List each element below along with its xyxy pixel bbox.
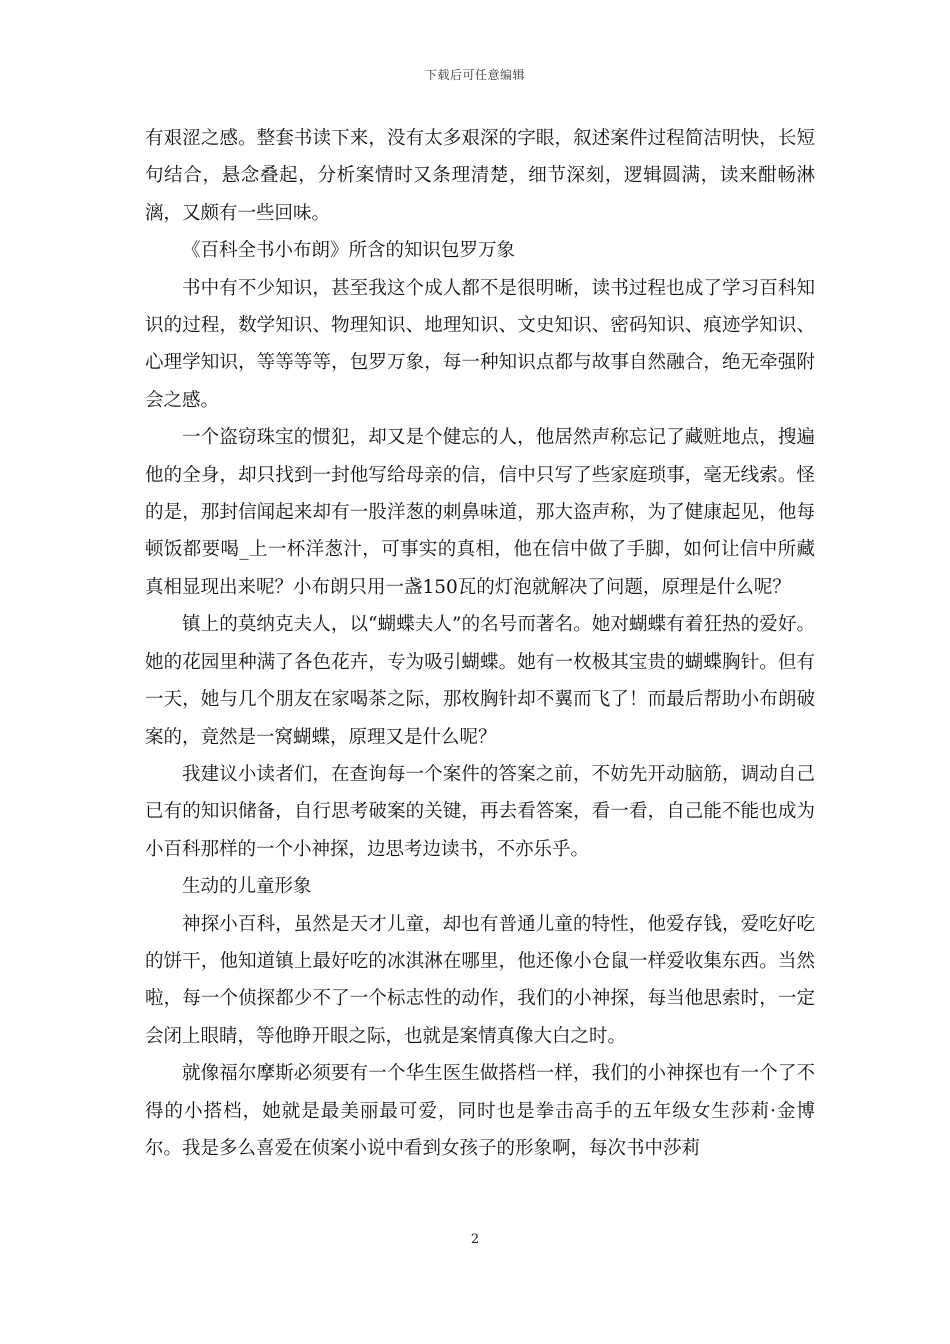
paragraph: 神探小百科，虽然是天才儿童，却也有普通儿童的特性，他爱存钱，爱吃好吃的饼干，他知道镇上最好吃的冰淇淋在哪里，他还像小仓鼠一样爱收集东西。当然啦，每一个侦探都少不了一个标志性的动作，我们的小神探，每当他思索时，一定会闭上眼睛，等他睁开眼之际，也就是案情真像大白之时。 [145,913,815,1047]
page-number: 2 [470,1232,480,1247]
section-heading: 《百科全书小布朗》所含的知识包罗万象 [182,240,516,262]
paragraph: 一个盗窃珠宝的惯犯，却又是个健忘的人，他居然声称忘记了藏赃地点，搜遍他的全身，却只找到一封他写给母亲的信，信中只写了些家庭琐事，毫无线索。怪的是，那封信闻起来却有一股洋葱的刺鼻味道，那大盗声称，为了健康起见，他每顿饭都要喝_上一杯洋葱汁，可事实的真相，他在信中做了手脚，如何让信中所藏真相显现出来呢？小布朗只用一盏150瓦的灯泡就解决了问题，原理是什么呢？ [145,427,815,598]
paragraph: 书中有不少知识，甚至我这个成人都不是很明晰，读书过程也成了学习百科知识的过程，数学知识、物理知识、地理知识、文史知识、密码知识、痕迹学知识、心理学知识，等等等等，包罗万象，每一种知识点都与故事自然融合，绝无牵强附会之感。 [145,277,815,411]
paragraph: 有艰涩之感。整套书读下来，没有太多艰深的字眼，叙述案件过程简洁明快，长短句结合，悬念叠起，分析案情时又条理清楚，细节深刻，逻辑圆满，读来酣畅淋漓，又颇有一些回味。 [145,128,815,224]
paragraph: 镇上的莫纳克夫人，以“蝴蝶夫人”的名号而著名。她对蝴蝶有着狂热的爱好。她的花园里种满了各色花卉，专为吸引蝴蝶。她有一枚极其宝贵的蝴蝶胸针。但有一天，她与几个朋友在家喝茶之际，那枚胸针却不翼而飞了！而最后帮助小布朗破案的，竟然是一窝蝴蝶，原理又是什么呢？ [145,614,815,748]
paragraph: 我建议小读者们，在查询每一个案件的答案之前，不妨先开动脑筋，调动自己已有的知识储备，自行思考破案的关键，再去看答案，看一看，自己能不能也成为小百科那样的一个小神探，边思考边读书，不亦乐乎。 [145,763,815,860]
section-heading: 生动的儿童形象 [182,876,312,898]
page-header: 下载后可任意编辑 [424,68,525,82]
paragraph: 就像福尔摩斯必须要有一个华生医生做搭档一样，我们的小神探也有一个了不得的小搭档，她就是最美丽最可爱，同时也是拳击高手的五年级女生莎莉·金博尔。我是多么喜爱在侦案小说中看到女孩子的形象啊，每次书中莎莉 [145,1063,815,1159]
body-text [145,120,815,1167]
